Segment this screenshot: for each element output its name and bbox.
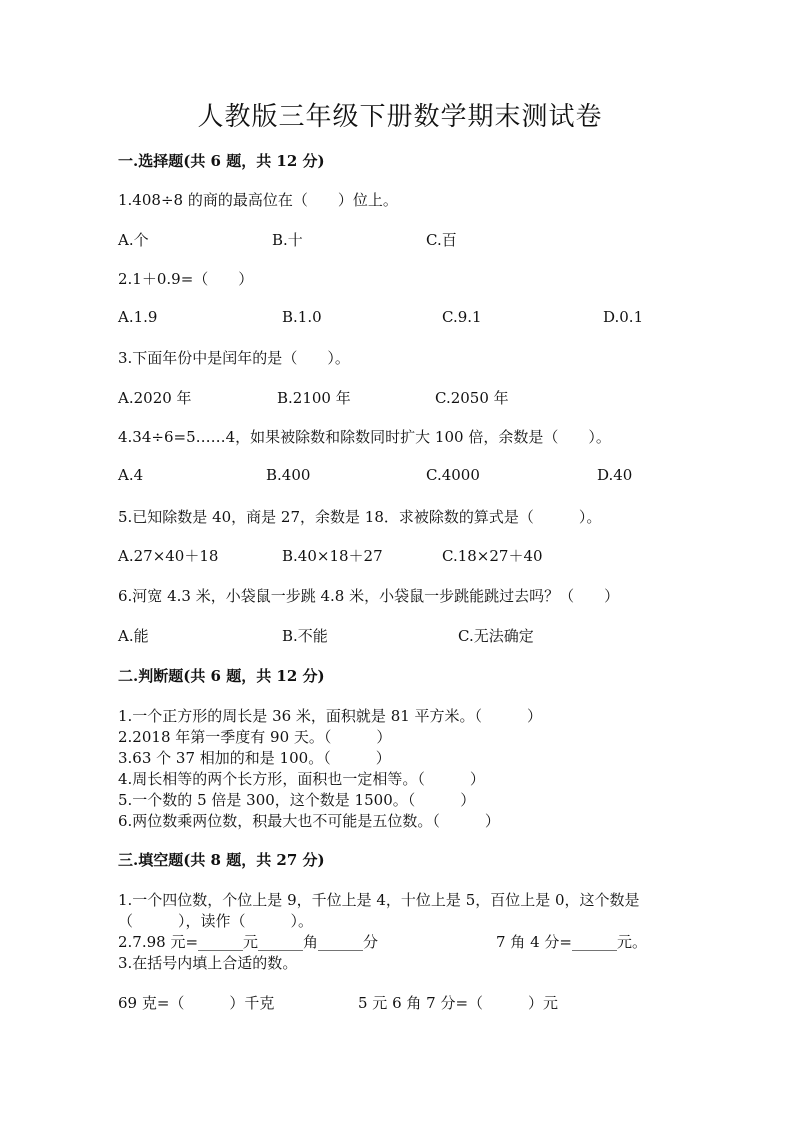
option: C.百 <box>426 231 457 249</box>
option: A.1.9 <box>118 308 158 326</box>
option: A.2020 年 <box>118 389 192 407</box>
judge-item: 4.周长相等的两个长方形，面积也一定相等。（ ） <box>118 770 485 788</box>
option: D.40 <box>597 466 633 484</box>
question-text: 3.下面年份中是闰年的是（ ）。 <box>118 349 350 367</box>
fill-question-3-part: 69 克=（ ）千克 <box>118 994 275 1012</box>
judge-item: 1.一个正方形的周长是 36 米，面积就是 81 平方米。（ ） <box>118 707 543 725</box>
question-text: 6.河宽 4.3 米，小袋鼠一步跳 4.8 米，小袋鼠一步跳能跳过去吗？（ ） <box>118 587 620 605</box>
option: C.无法确定 <box>458 627 534 645</box>
option: D.0.1 <box>603 308 644 326</box>
option: B.2100 年 <box>277 389 351 407</box>
fill-question-2: 2.7.98 元=______元______角______分 <box>118 933 379 951</box>
option: A.能 <box>118 627 149 645</box>
option: B.400 <box>266 466 311 484</box>
question-text: 2.1＋0.9=（ ） <box>118 270 254 288</box>
fill-question-1-cont: （ ），读作（ ）。 <box>118 912 314 930</box>
option: A.个 <box>118 231 149 249</box>
judge-item: 2.2018 年第一季度有 90 天。（ ） <box>118 728 392 746</box>
option: B.40×18＋27 <box>282 547 383 565</box>
question-text: 4.34÷6=5……4，如果被除数和除数同时扩大 100 倍，余数是（ ）。 <box>118 428 611 446</box>
section-heading-choice: 一.选择题(共 6 题，共 12 分) <box>118 152 325 170</box>
option: B.不能 <box>282 627 328 645</box>
option: B.1.0 <box>282 308 322 326</box>
option: A.27×40＋18 <box>118 547 219 565</box>
option: C.18×27＋40 <box>442 547 543 565</box>
option: C.4000 <box>426 466 480 484</box>
fill-question-3-part: 5 元 6 角 7 分=（ ）元 <box>358 994 559 1012</box>
judge-item: 5.一个数的 5 倍是 300，这个数是 1500。（ ） <box>118 791 476 809</box>
question-text: 5.已知除数是 40，商是 27，余数是 18．求被除数的算式是（ ）。 <box>118 508 602 526</box>
fill-question-2-part: 7 角 4 分=______元。 <box>496 933 647 951</box>
judge-item: 6.两位数乘两位数，积最大也不可能是五位数。（ ） <box>118 812 500 830</box>
fill-question-3: 3.在括号内填上合适的数。 <box>118 954 298 972</box>
section-heading-judge: 二.判断题(共 6 题，共 12 分) <box>118 667 325 685</box>
option: B.十 <box>272 231 303 249</box>
option: C.9.1 <box>442 308 482 326</box>
judge-item: 3.63 个 37 相加的和是 100。（ ） <box>118 749 391 767</box>
page-title: 人教版三年级下册数学期末测试卷 <box>197 102 603 132</box>
fill-question-1: 1.一个四位数，个位上是 9，千位上是 4，十位上是 5，百位上是 0，这个数是 <box>118 891 640 909</box>
option: A.4 <box>118 466 144 484</box>
question-text: 1.408÷8 的商的最高位在（ ）位上。 <box>118 191 398 209</box>
option: C.2050 年 <box>435 389 509 407</box>
section-heading-fill: 三.填空题(共 8 题，共 27 分) <box>118 851 325 869</box>
